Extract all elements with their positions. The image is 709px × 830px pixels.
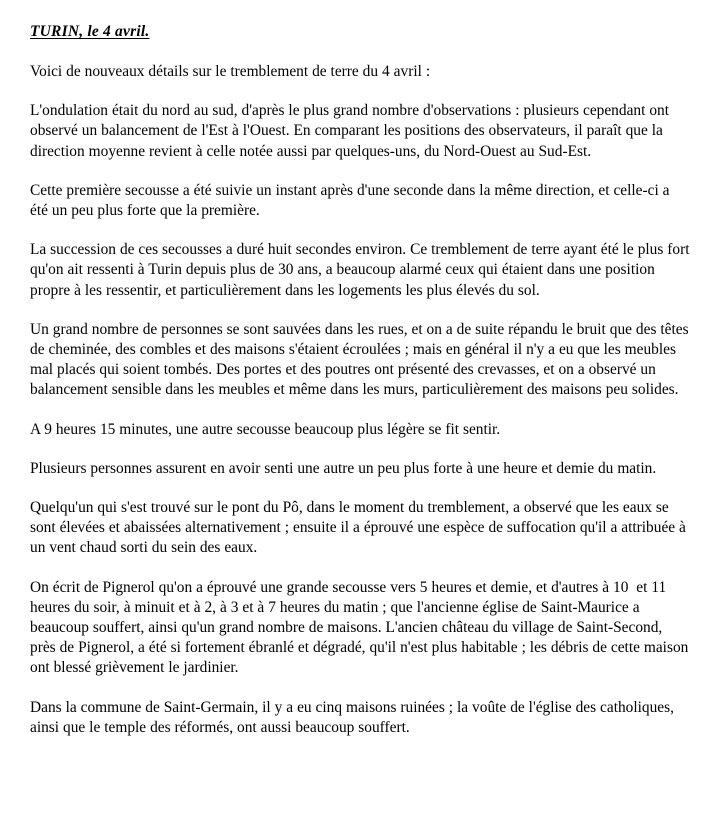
paragraph: L'ondulation était du nord au sud, d'après le plus grand nombre d'observations : plusieurs cependant ont observé un balancement de l'Est à l'Ouest. En comparant les positions des observateurs, il paraît que la direction moyenne revient à celle notée aussi par quelques-uns, du Nord-Ouest au Sud-Est. (30, 102, 673, 160)
paragraph: A 9 heures 15 minutes, une autre secousse beaucoup plus légère se fit sentir. (30, 420, 501, 438)
paragraph: Plusieurs personnes assurent en avoir senti une autre un peu plus forte à une heure et demie du matin. (30, 459, 657, 477)
paragraph: On écrit de Pignerol qu'on a éprouvé une grande secousse vers 5 heures et demie, et d'autres à 10 et 11 heures du soir, à minuit et à 2, à 3 et à 7 heures du matin ; que l'ancienne église de Saint-Maurice a beaucoup souffert, ainsi qu'un grand nombre de maisons. L'ancien château du village de Saint-Second, près de Pignerol, a été si fortement ébranlé et dégradé, qu'il n'est plus habitable ; les débris de cette maison ont blessé grièvement le jardinier. (30, 578, 693, 677)
paragraph: Cette première secousse a été suivie un instant après d'une seconde dans la même direction, et celle-ci a été un peu plus forte que la première. (30, 181, 674, 220)
paragraph: Un grand nombre de personnes se sont sauvées dans les rues, et on a de suite répandu le bruit que des têtes de cheminée, des combles et des maisons s'étaient écroulées ; mais en général il n'y a eu que les meubles mal placés qui soient tombés. Des portes et des poutres ont présenté des crevasses, et on a observé un balancement sensible dans les meubles et même dans les murs, particulièrement des maisons peu solides. (30, 320, 693, 399)
document-body (30, 62, 694, 738)
paragraph: Dans la commune de Saint-Germain, il y a eu cinq maisons ruinées ; la voûte de l'église des catholiques, ainsi que le temple des réformés, ont aussi beaucoup souffert. (30, 698, 678, 736)
paragraph: Voici de nouveaux détails sur le tremblement de terre du 4 avril : (30, 63, 431, 80)
paragraph: Quelqu'un qui s'est trouvé sur le pont du Pô, dans le moment du tremblement, a observé que les eaux se sont élevées et abaissées alternativement ; ensuite il a éprouvé une espèce de suffocation qu'il a attribuée à un vent chaud sorti du sein des eaux. (30, 499, 690, 557)
paragraph: La succession de ces secousses a duré huit secondes environ. Ce tremblement de terre ayant été le plus fort qu'on ait ressenti à Turin depuis plus de 30 ans, a beaucoup alarmé ceux qui étaient dans une position propre à les ressentir, et particulièrement dans les logements les plus élevés du sol. (30, 241, 694, 299)
page-title: TURIN, le 4 avril. (30, 23, 150, 40)
